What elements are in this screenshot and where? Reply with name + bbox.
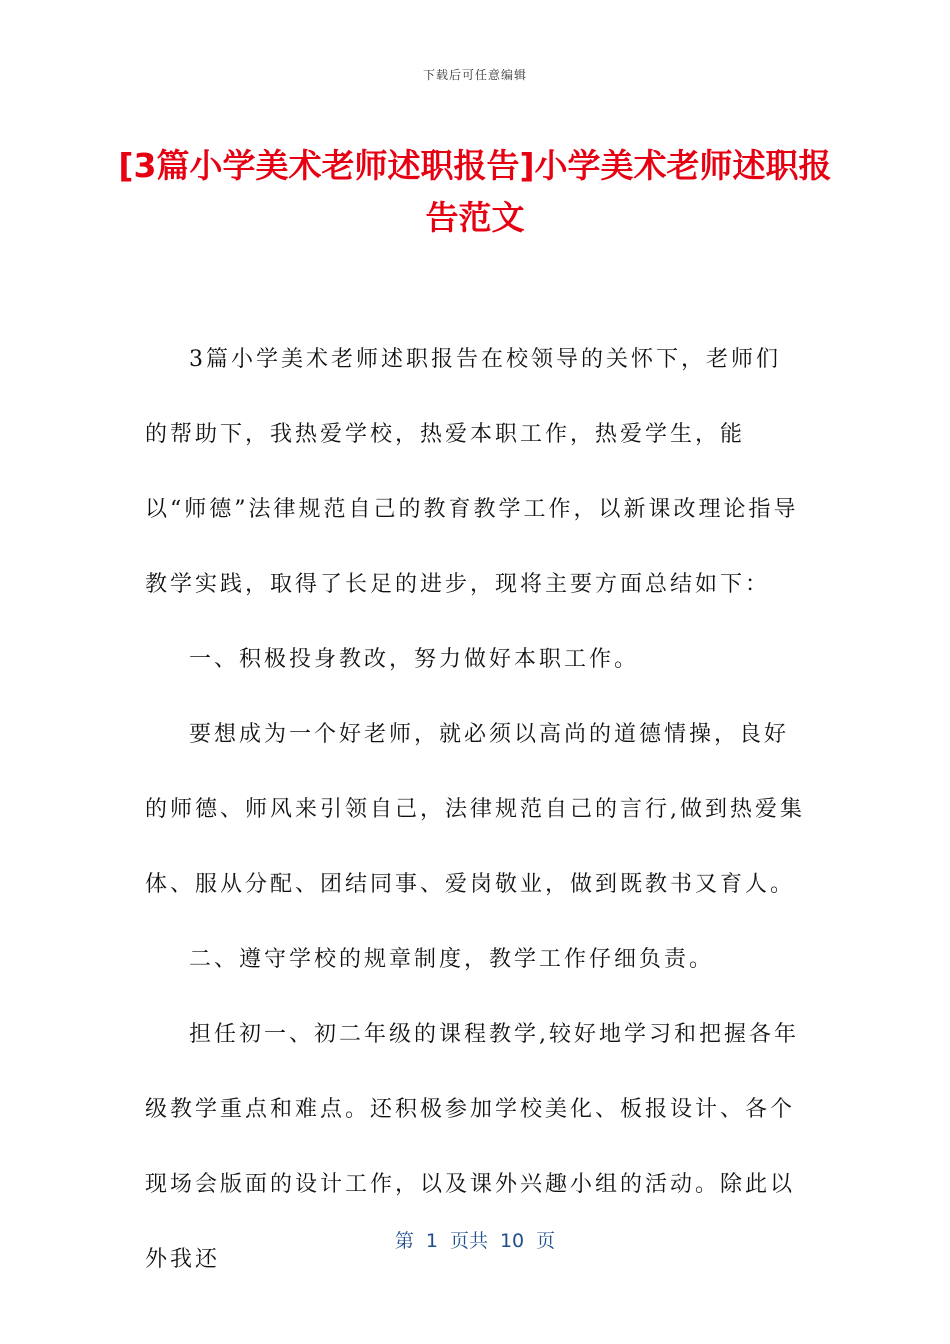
paragraph-section-2-body: 担任初一、初二年级的课程教学,较好地学习和把握各年级教学重点和难点。还积极参加学校美化、板报设计、各个现场会版面的设计工作，以及课外兴趣小组的活动。除此以外我还 [145, 1022, 799, 1272]
footer-suffix: 页 [536, 1230, 556, 1252]
paragraph-section-2-heading: 二、遵守学校的规章制度，教学工作仔细负责。 [189, 947, 715, 972]
page-footer [0, 1226, 950, 1253]
footer-current-page: 1 [425, 1230, 438, 1252]
paragraph-intro: 3篇小学美术老师述职报告在校领导的关怀下，老师们的帮助下，我热爱学校，热爱本职工作，热爱学生，能以“师德”法律规范自己的教育教学工作，以新课改理论指导教学实践，取得了长足的进步，现将主要方面总结如下： [145, 347, 799, 597]
paragraph-section-1-heading: 一、积极投身教改，努力做好本职工作。 [189, 647, 640, 672]
header-note: 下载后可任意编辑 [422, 68, 527, 82]
footer-middle: 页共 [449, 1230, 488, 1252]
document-body [145, 322, 805, 1297]
paragraph-section-1-body: 要想成为一个好老师，就必须以高尚的道德情操，良好的师德、师风来引领自己，法律规范自己的言行,做到热爱集体、服从分配、团结同事、爱岗敬业，做到既教书又育人。 [145, 722, 805, 897]
footer-prefix: 第 [394, 1230, 414, 1252]
footer-total-pages: 10 [499, 1230, 525, 1252]
document-title: [3篇小学美术老师述职报告]小学美术老师述职报告范文 [118, 146, 832, 237]
